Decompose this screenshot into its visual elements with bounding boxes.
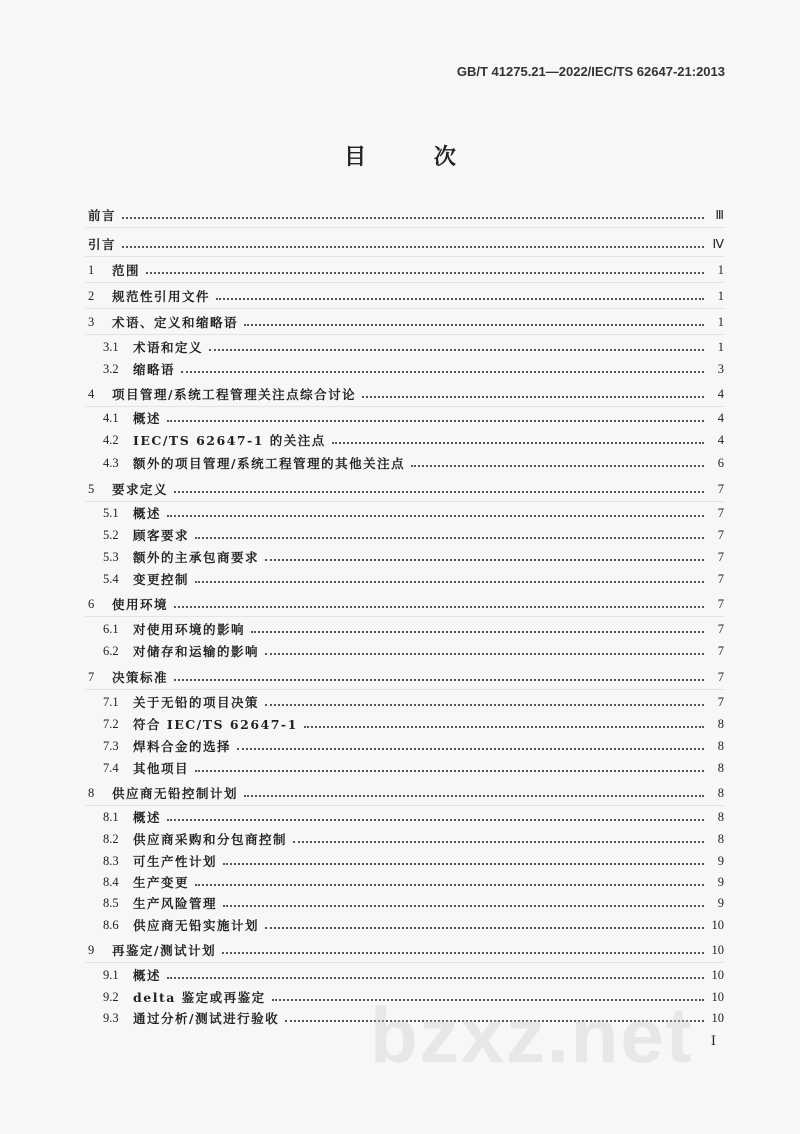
toc-entry[interactable]: [103, 807, 724, 827]
leader-dots: [265, 653, 704, 655]
leader-dots: [222, 952, 703, 954]
toc-entry-title: delta 鉴定或再鉴定: [133, 990, 266, 1005]
toc-entry-number: 5.2: [103, 527, 119, 542]
toc-entry-title: 术语、定义和缩略语: [112, 315, 239, 330]
toc-entry-title: 缩略语: [133, 362, 176, 377]
leader-dots: [167, 420, 704, 422]
toc-entry-page: 8: [717, 716, 724, 731]
toc-entry-number: 8.2: [103, 831, 119, 846]
page-title: 目 次: [344, 144, 486, 170]
toc-entry[interactable]: [103, 829, 724, 849]
toc-entry-title: 概述: [133, 968, 162, 983]
leader-dots: [122, 217, 704, 219]
toc-entry-page: 8: [717, 809, 724, 824]
toc-entry[interactable]: [103, 337, 724, 357]
toc-entry-number: 4.1: [103, 410, 119, 425]
toc-entry-number: 3: [88, 314, 95, 329]
toc-entry-page: 10: [711, 967, 724, 982]
toc-entry-page: 7: [717, 621, 724, 636]
leader-dots: [167, 977, 703, 979]
toc-entry-title: 其他项目: [133, 761, 190, 776]
toc-entry-title: 变更控制: [133, 572, 190, 587]
toc-entry-title: 通过分析/测试进行验收: [133, 1011, 280, 1026]
toc-entry-page: 9: [717, 874, 724, 889]
toc-entry-number: 8.4: [103, 874, 119, 889]
toc-entry-title: 再鉴定/测试计划: [112, 943, 217, 958]
divider: [85, 616, 725, 617]
toc-entry-title: 前言: [88, 208, 117, 223]
toc-entry-page: 4: [717, 432, 724, 447]
toc-entry-number: 4.3: [103, 455, 119, 470]
toc-entry-page: 3: [717, 361, 724, 376]
toc-entry-title: 生产变更: [133, 875, 190, 890]
toc-entry-number: 9.2: [103, 989, 119, 1004]
toc-entry-number: 1: [88, 262, 95, 277]
divider: [85, 308, 725, 309]
toc-entry-number: 8.6: [103, 917, 119, 932]
toc-entry[interactable]: [88, 594, 724, 614]
toc-entry-number: 9.1: [103, 967, 119, 982]
toc-entry-page: 7: [717, 669, 724, 684]
toc-entry-number: 8.3: [103, 853, 119, 868]
leader-dots: [216, 298, 704, 300]
standard-number: GB/T 41275.21—2022/IEC/TS 62647-21:2013: [456, 64, 725, 79]
divider: [85, 501, 725, 502]
toc-entry[interactable]: [88, 205, 724, 225]
toc-entry[interactable]: [103, 641, 724, 661]
toc-entry[interactable]: [103, 503, 724, 523]
toc-entry[interactable]: [103, 714, 724, 734]
toc-entry-page: 9: [717, 895, 724, 910]
toc-entry-title: 对储存和运输的影响: [133, 644, 260, 659]
leader-dots: [195, 884, 704, 886]
toc-entry-title: 额外的项目管理/系统工程管理的其他关注点: [133, 456, 406, 471]
toc-entry-title: 符合 IEC/TS 62647-1: [133, 717, 298, 732]
toc-entry[interactable]: [88, 667, 724, 687]
watermark: bzxz.net: [370, 991, 694, 1079]
toc-entry-page: 6: [717, 455, 724, 470]
toc-entry-page: 1: [717, 339, 724, 354]
toc-entry-title: 概述: [133, 810, 162, 825]
toc-entry[interactable]: [103, 692, 724, 712]
leader-dots: [332, 442, 704, 444]
toc-entry[interactable]: [103, 430, 724, 450]
leader-dots: [265, 559, 704, 561]
toc-entry-number: 7: [88, 669, 95, 684]
toc-entry-number: 4: [88, 386, 95, 401]
toc-entry-number: 8.5: [103, 895, 119, 910]
toc-entry-page: 4: [717, 410, 724, 425]
toc-entry-page: Ⅳ: [712, 237, 724, 251]
toc-entry-page: 7: [717, 527, 724, 542]
divider: [85, 962, 725, 963]
toc-entry-page: 7: [717, 643, 724, 658]
toc-entry[interactable]: [103, 893, 724, 913]
toc-entry-number: 6.2: [103, 643, 119, 658]
toc-entry-page: 7: [717, 596, 724, 611]
toc-entry-page: 8: [717, 831, 724, 846]
toc-entry-title: 概述: [133, 411, 162, 426]
toc-entry-title: 范围: [112, 263, 141, 278]
divider: [85, 689, 725, 690]
leader-dots: [223, 863, 704, 865]
page-number: I: [710, 1034, 716, 1049]
toc-entry-title: 决策标准: [112, 670, 169, 685]
toc-entry-number: 5.1: [103, 505, 119, 520]
toc-entry-number: 8: [88, 785, 95, 800]
toc-entry-number: 7.4: [103, 760, 119, 775]
toc-entry-title: 要求定义: [112, 482, 169, 497]
leader-dots: [362, 396, 704, 398]
toc-entry-page: 10: [711, 1010, 724, 1025]
toc-entry[interactable]: [103, 851, 724, 871]
toc-entry-title: 供应商无铅实施计划: [133, 918, 260, 933]
toc-entry-number: 9.3: [103, 1010, 119, 1025]
toc-entry[interactable]: [88, 260, 724, 280]
toc-entry[interactable]: [88, 384, 724, 404]
toc-entry-page: 8: [717, 738, 724, 753]
leader-dots: [244, 324, 704, 326]
toc-entry-title: 规范性引用文件: [112, 289, 211, 304]
toc-entry-title: 引言: [88, 237, 117, 252]
toc-entry-title: 使用环境: [112, 597, 169, 612]
leader-dots: [304, 726, 704, 728]
toc-entry-page: 8: [717, 785, 724, 800]
toc-entry-title: 额外的主承包商要求: [133, 550, 260, 565]
toc-entry-page: 1: [717, 262, 724, 277]
toc-entry[interactable]: [88, 940, 724, 960]
toc-entry[interactable]: [88, 479, 724, 499]
toc-entry-number: 9: [88, 942, 95, 957]
toc-entry[interactable]: [103, 547, 724, 567]
toc-entry-page: 1: [717, 314, 724, 329]
leader-dots: [195, 770, 704, 772]
toc-entry[interactable]: [103, 525, 724, 545]
toc-entry-number: 5: [88, 481, 95, 496]
toc-entry-number: 6: [88, 596, 95, 611]
divider: [85, 334, 725, 335]
toc-entry-title: 项目管理/系统工程管理关注点综合讨论: [112, 387, 357, 402]
toc-entry-title: 顾客要求: [133, 528, 190, 543]
toc-entry[interactable]: [103, 736, 724, 756]
toc-entry[interactable]: [103, 359, 724, 379]
toc-entry-page: 1: [717, 288, 724, 303]
toc-entry-page: 8: [717, 760, 724, 775]
leader-dots: [195, 581, 704, 583]
toc-entry[interactable]: [88, 783, 724, 803]
toc-entry[interactable]: [103, 408, 724, 428]
toc-entry-title: 概述: [133, 506, 162, 521]
toc-entry-number: 2: [88, 288, 95, 303]
leader-dots: [174, 606, 704, 608]
toc-entry-number: 7.1: [103, 694, 119, 709]
divider: [85, 227, 725, 228]
toc-entry-page: 9: [717, 853, 724, 868]
toc-entry-title: 供应商无铅控制计划: [112, 786, 239, 801]
toc-entry-title: 对使用环境的影响: [133, 622, 246, 637]
divider: [85, 805, 725, 806]
leader-dots: [209, 349, 704, 351]
toc-entry[interactable]: [103, 965, 724, 985]
toc-entry-page: 10: [711, 917, 724, 932]
toc-entry-number: 8.1: [103, 809, 119, 824]
toc-entry-page: Ⅲ: [715, 208, 724, 222]
leader-dots: [223, 905, 704, 907]
toc-entry-title: 关于无铅的项目决策: [133, 695, 260, 710]
toc-entry-title: 术语和定义: [133, 340, 204, 355]
toc-entry[interactable]: [103, 872, 724, 892]
toc-entry[interactable]: [103, 758, 724, 778]
toc-entry-page: 7: [717, 549, 724, 564]
leader-dots: [293, 841, 704, 843]
leader-dots: [122, 246, 704, 248]
leader-dots: [181, 371, 704, 373]
toc-entry-title: 生产风险管理: [133, 896, 218, 911]
toc-entry[interactable]: [103, 453, 724, 473]
leader-dots: [195, 537, 704, 539]
toc-entry[interactable]: [88, 286, 724, 306]
leader-dots: [174, 491, 704, 493]
toc-entry-number: 4.2: [103, 432, 119, 447]
toc-entry-number: 3.2: [103, 361, 119, 376]
leader-dots: [244, 795, 704, 797]
toc-entry-title: 可生产性计划: [133, 854, 218, 869]
divider: [85, 256, 725, 257]
toc-entry-page: 10: [711, 989, 724, 1004]
toc-entry-number: 7.3: [103, 738, 119, 753]
toc-entry-number: 7.2: [103, 716, 119, 731]
divider: [85, 282, 725, 283]
toc-entry-title: IEC/TS 62647-1 的关注点: [133, 433, 326, 448]
toc-entry[interactable]: [103, 569, 724, 589]
toc-entry-page: 7: [717, 481, 724, 496]
leader-dots: [174, 679, 704, 681]
toc-entry-page: 7: [717, 694, 724, 709]
toc-entry-title: 焊料合金的选择: [133, 739, 232, 754]
leader-dots: [411, 465, 704, 467]
toc-entry-number: 5.4: [103, 571, 119, 586]
leader-dots: [251, 631, 704, 633]
toc-entry-number: 3.1: [103, 339, 119, 354]
leader-dots: [146, 272, 704, 274]
toc-entry[interactable]: [88, 312, 724, 332]
toc-entry-page: 7: [717, 505, 724, 520]
toc-entry[interactable]: [88, 234, 724, 254]
leader-dots: [167, 515, 704, 517]
leader-dots: [265, 704, 704, 706]
toc-entry-page: 7: [717, 571, 724, 586]
toc-entry-page: 10: [711, 942, 724, 957]
leader-dots: [167, 819, 704, 821]
divider: [85, 406, 725, 407]
toc-entry-number: 5.3: [103, 549, 119, 564]
toc-entry[interactable]: [103, 619, 724, 639]
toc-entry[interactable]: [103, 915, 724, 935]
leader-dots: [265, 927, 703, 929]
toc-entry-page: 4: [717, 386, 724, 401]
toc-entry-number: 6.1: [103, 621, 119, 636]
leader-dots: [237, 748, 704, 750]
toc-entry-title: 供应商采购和分包商控制: [133, 832, 288, 847]
